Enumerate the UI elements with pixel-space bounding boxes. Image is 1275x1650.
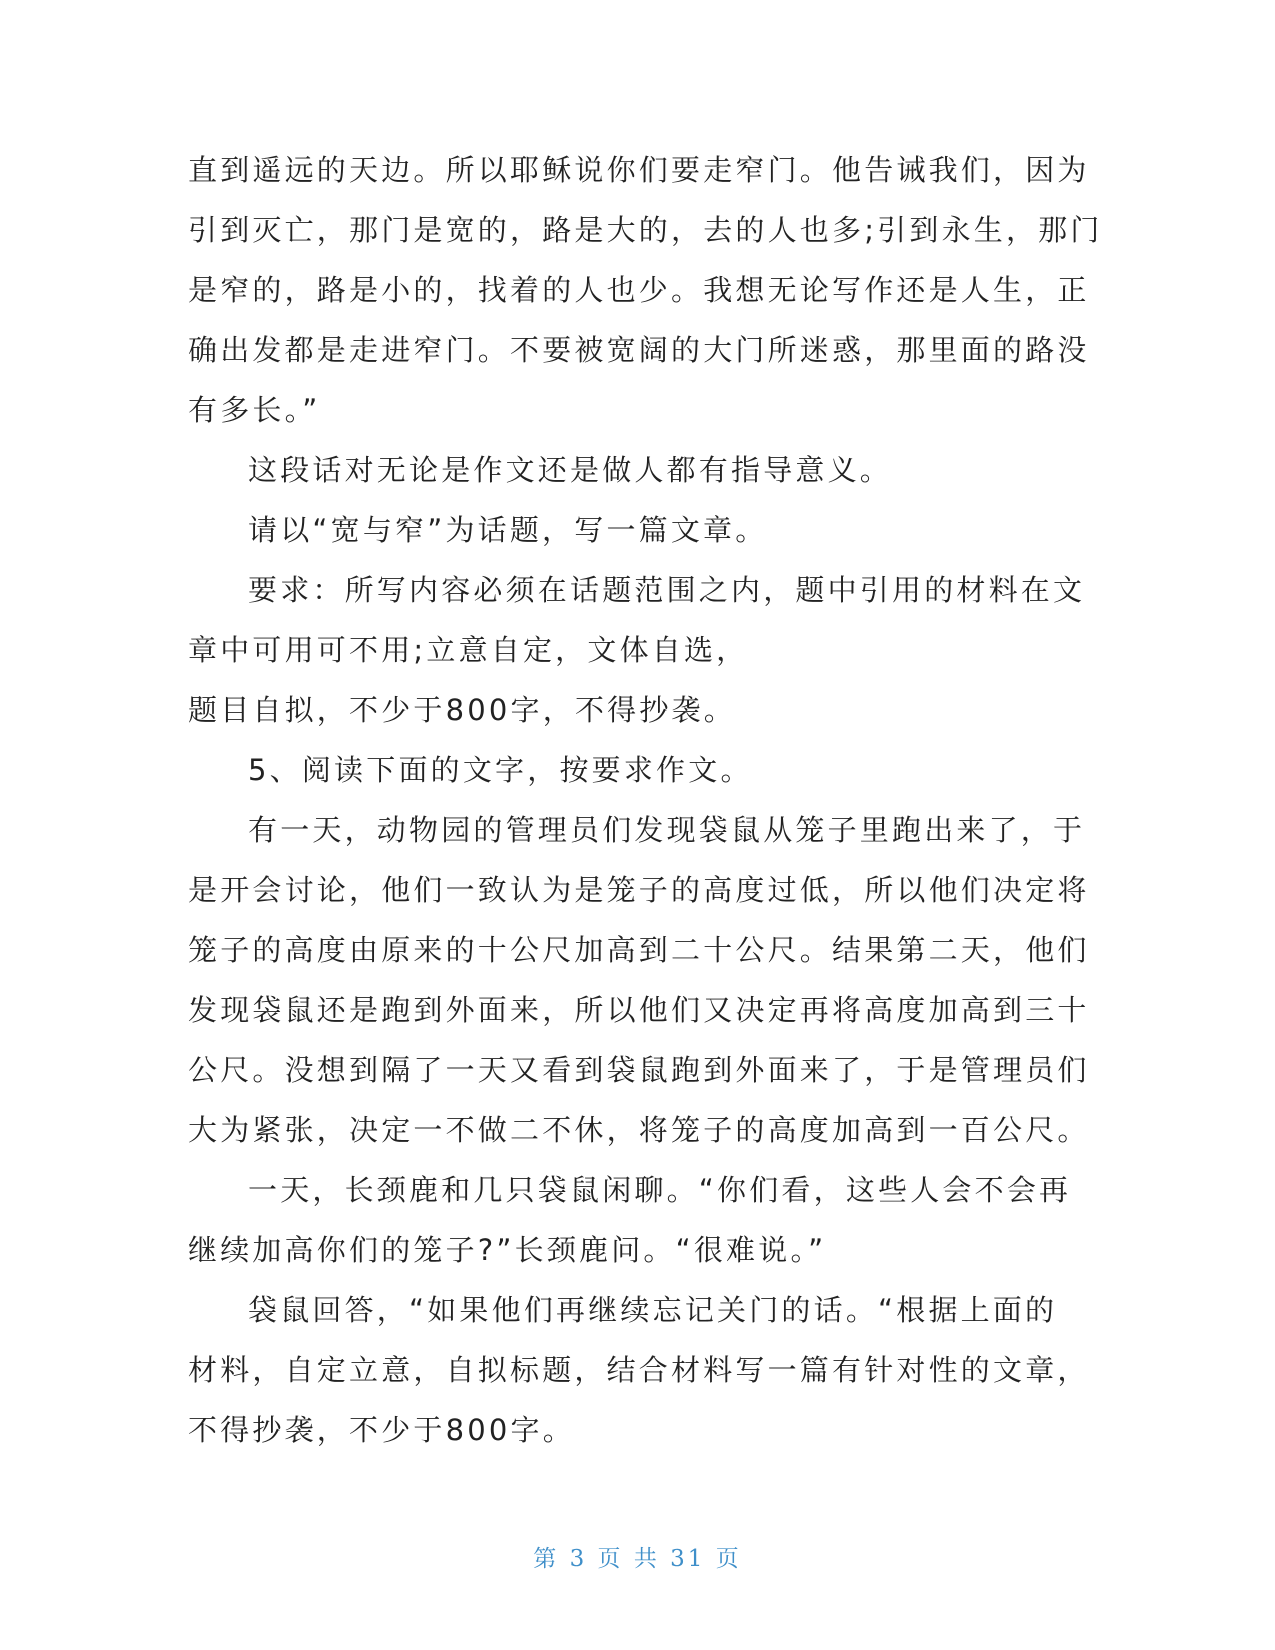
text-line: 引到灭亡，那门是宽的，路是大的，去的人也多;引到永生，那门 (188, 213, 1103, 247)
text-line: 公尺。没想到隔了一天又看到袋鼠跑到外面来了，于是管理员们 (188, 1053, 1090, 1087)
text-line: 继续加高你们的笼子?”长颈鹿问。“很难说。” (188, 1233, 827, 1267)
text-line: 章中可用可不用;立意自定，文体自选， (188, 633, 749, 667)
text-line: 袋鼠回答，“如果他们再继续忘记关门的话。“根据上面的 (248, 1293, 1058, 1327)
text-line: 是窄的，路是小的，找着的人也少。我想无论写作还是人生，正 (188, 273, 1090, 307)
footer-middle: 页 共 (597, 1546, 660, 1572)
text-line: 5、阅读下面的文字，按要求作文。 (248, 753, 753, 787)
text-line: 要求：所写内容必须在话题范围之内，题中引用的材料在文 (248, 573, 1086, 607)
text-line: 有多长。” (188, 393, 321, 427)
page-footer (0, 1540, 1275, 1573)
text-line: 请以“宽与窄”为话题，写一篇文章。 (248, 513, 768, 547)
text-line: 是开会讨论，他们一致认为是笼子的高度过低，所以他们决定将 (188, 873, 1090, 907)
text-line: 有一天，动物园的管理员们发现袋鼠从笼子里跑出来了，于 (248, 813, 1086, 847)
document-body (188, 140, 1103, 1460)
text-line: 大为紧张，决定一不做二不休，将笼子的高度加高到一百公尺。 (188, 1113, 1090, 1147)
footer-prefix: 第 (533, 1546, 560, 1572)
text-line: 题目自拟，不少于800字，不得抄袭。 (188, 693, 736, 727)
text-line: 不得抄袭，不少于800字。 (188, 1413, 575, 1447)
footer-suffix: 页 (715, 1546, 742, 1572)
text-line: 笼子的高度由原来的十公尺加高到二十公尺。结果第二天，他们 (188, 933, 1090, 967)
text-line: 材料，自定立意，自拟标题，结合材料写一篇有针对性的文章， (188, 1353, 1090, 1387)
text-line: 一天，长颈鹿和几只袋鼠闲聊。“你们看，这些人会不会再 (248, 1173, 1072, 1207)
footer-total-pages: 31 (670, 1546, 706, 1572)
footer-current-page: 3 (569, 1546, 588, 1572)
text-line: 发现袋鼠还是跑到外面来，所以他们又决定再将高度加高到三十 (188, 993, 1090, 1027)
text-line: 确出发都是走进窄门。不要被宽阔的大门所迷惑，那里面的路没 (188, 333, 1090, 367)
text-line: 这段话对无论是作文还是做人都有指导意义。 (248, 453, 893, 487)
text-line: 直到遥远的天边。所以耶稣说你们要走窄门。他告诫我们，因为 (188, 153, 1090, 187)
